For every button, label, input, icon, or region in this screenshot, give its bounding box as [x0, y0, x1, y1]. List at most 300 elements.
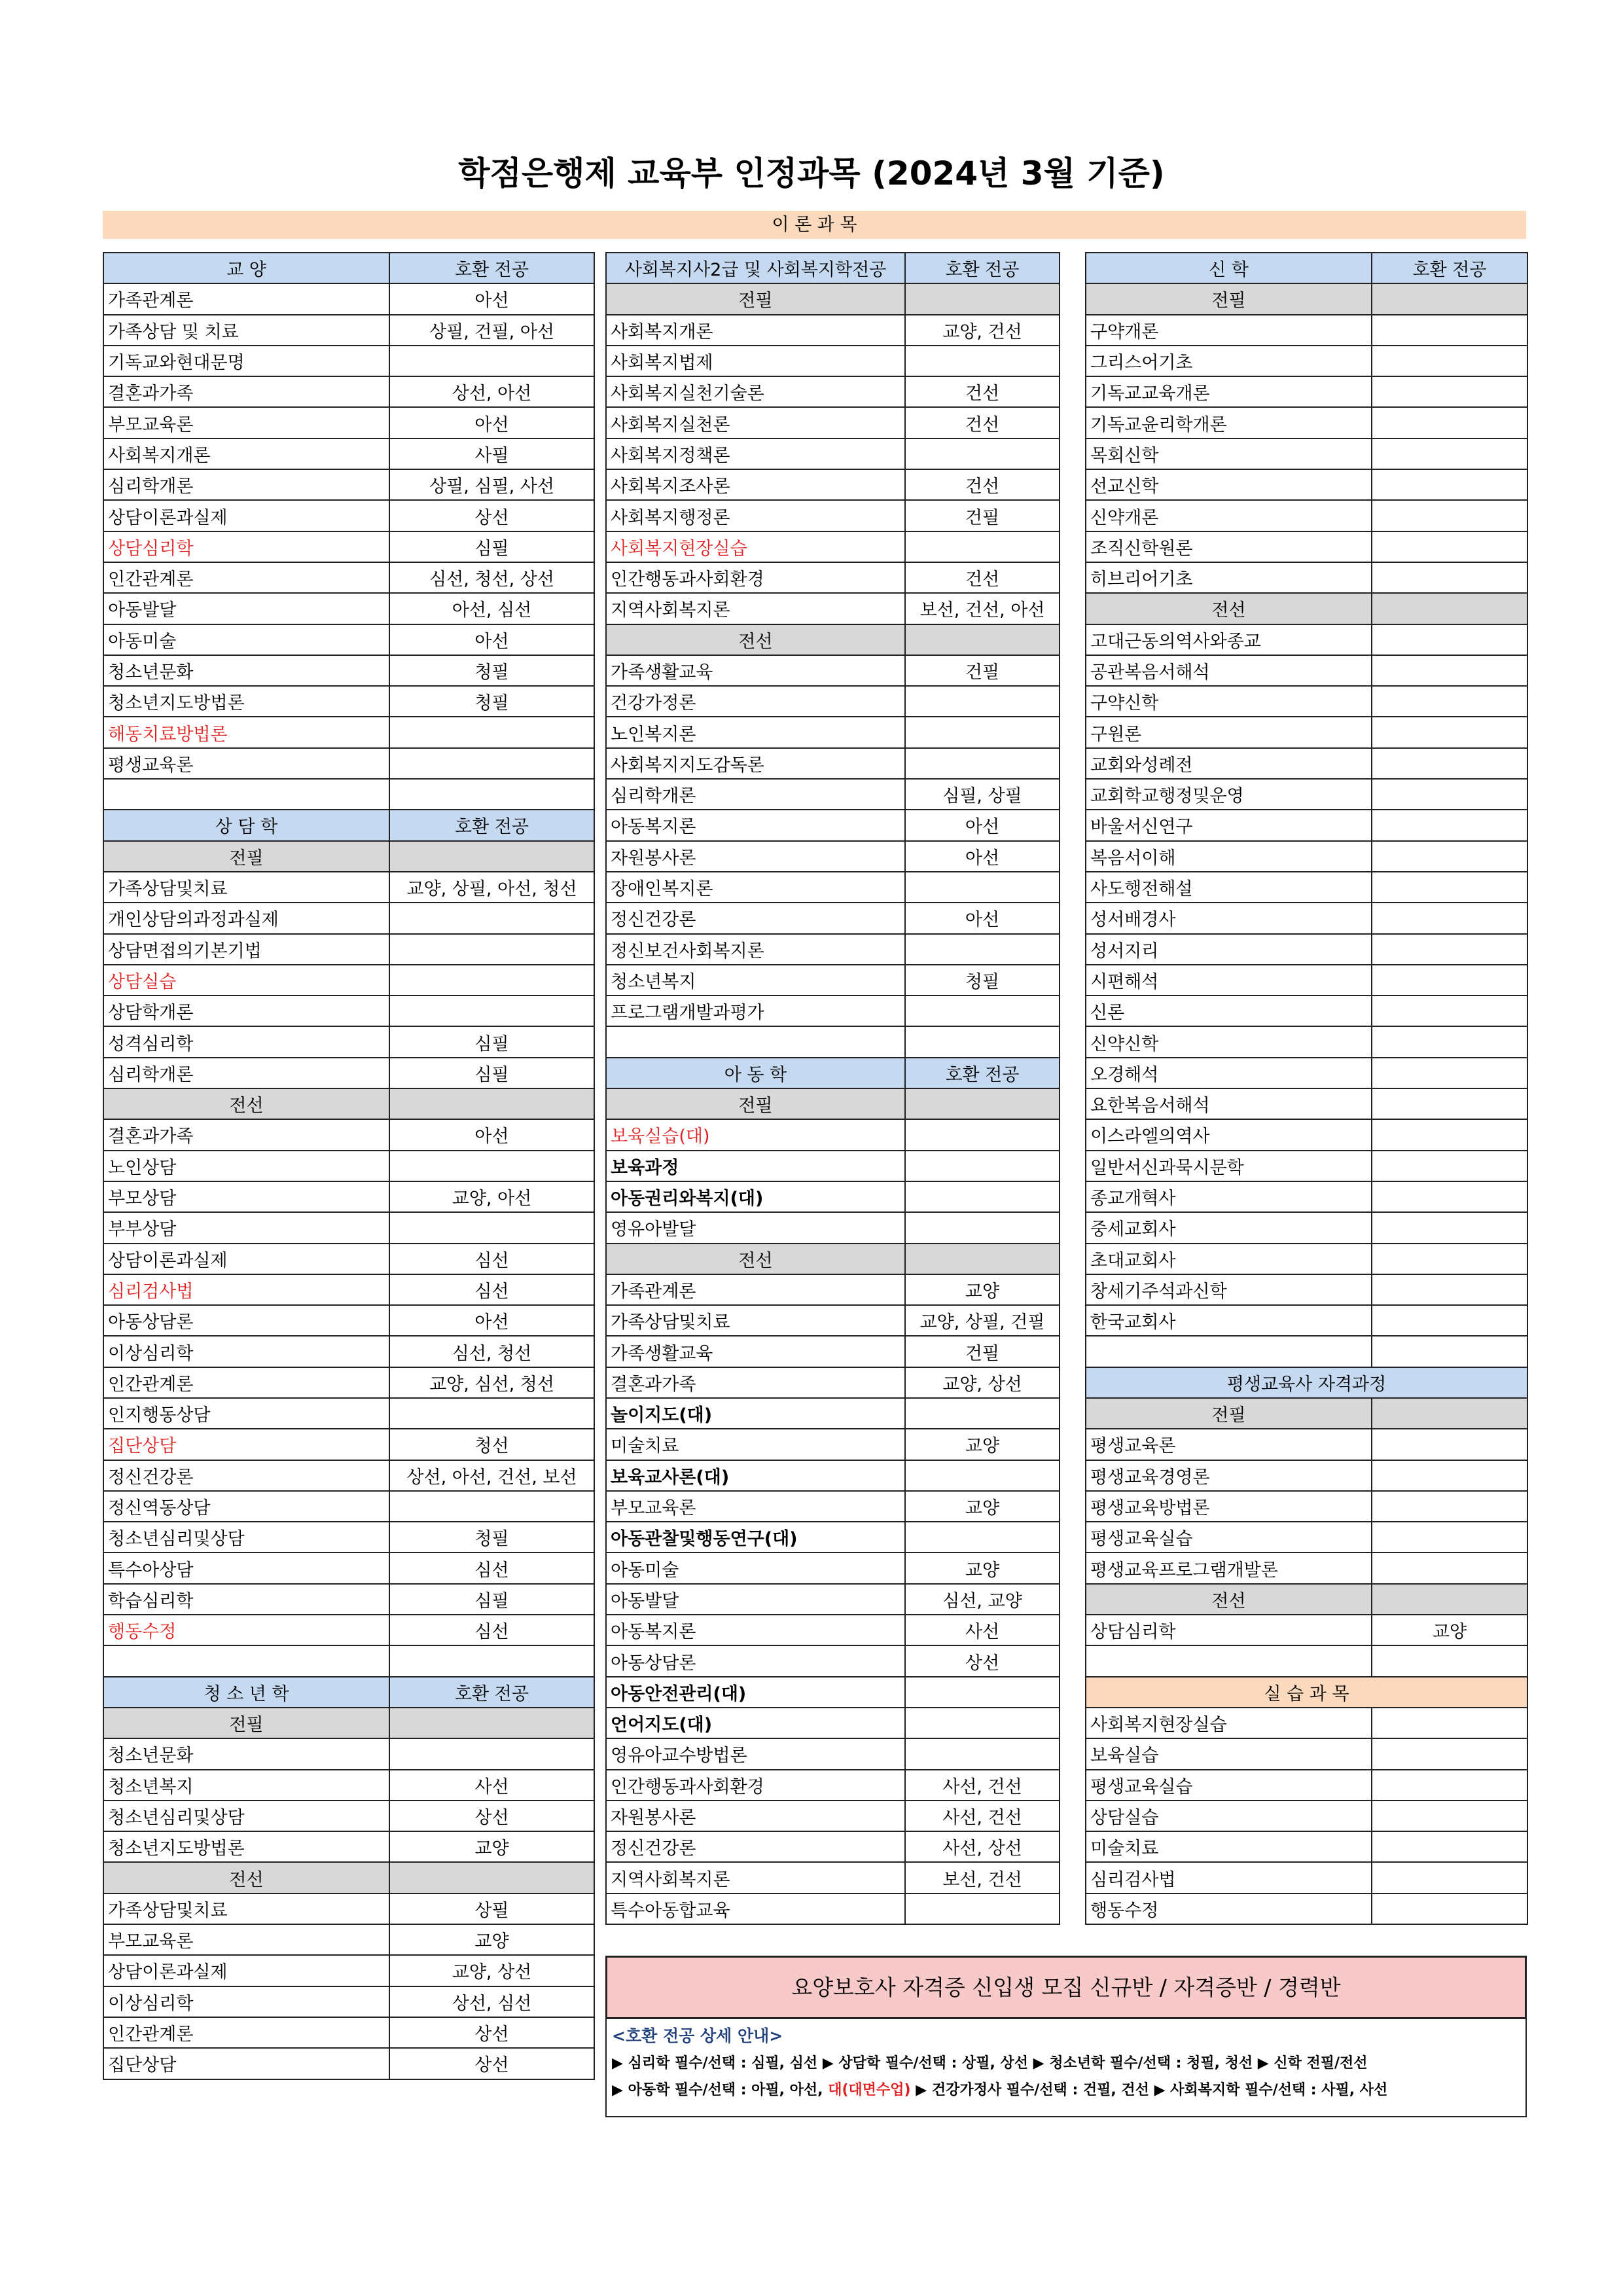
swap-major: 심선, 교양 — [905, 1584, 1060, 1615]
course-name: 미술치료 — [1086, 1831, 1372, 1862]
swap-major: 상선, 아선, 건선, 보선 — [389, 1460, 594, 1491]
swap-major: 상선 — [389, 1801, 594, 1831]
course-name: 사회복지실천기술론 — [606, 376, 905, 407]
swap-major — [905, 531, 1060, 562]
course-name: 청소년심리및상담 — [103, 1801, 389, 1831]
swap-major: 심필, 상필 — [905, 779, 1060, 810]
table-row — [1086, 1862, 1527, 1893]
course-name: 언어지도(대) — [606, 1708, 905, 1738]
swap-major — [1372, 1244, 1527, 1274]
table-row — [1086, 1088, 1527, 1119]
table-row — [103, 1801, 594, 1831]
course-name: 가족상담 및 치료 — [103, 315, 389, 346]
course-name: 심리검사법 — [1086, 1862, 1372, 1893]
table-row — [1086, 1801, 1527, 1831]
course-name: 심리검사법 — [103, 1274, 389, 1305]
table-row — [606, 1522, 1060, 1552]
course-name: 청소년문화 — [103, 1738, 389, 1769]
counseling-elective — [103, 1088, 594, 1119]
swap-major — [1372, 562, 1527, 593]
course-name — [103, 1645, 389, 1676]
course-name: 보육실습 — [1086, 1738, 1372, 1769]
course-name: 상담학개론 — [103, 996, 389, 1026]
swap-major: 상선, 아선 — [389, 376, 594, 407]
swap-major — [1372, 1181, 1527, 1212]
swap-major — [905, 1026, 1060, 1057]
swap-major: 아선 — [389, 283, 594, 314]
course-name: 그리스어기초 — [1086, 346, 1372, 376]
swap-major: 심필 — [389, 531, 594, 562]
course-name: 일반서신과묵시문학 — [1086, 1151, 1372, 1181]
course-name: 노인상담 — [103, 1151, 389, 1181]
swap-major: 호환 전공 — [905, 253, 1060, 283]
swap-major — [1372, 1552, 1527, 1583]
swap-major — [905, 1244, 1060, 1274]
swap-major: 교양, 상필, 건필 — [905, 1305, 1060, 1336]
lifelong-required — [1086, 1398, 1527, 1429]
swap-major: 청필 — [389, 655, 594, 686]
course-name: 심리학개론 — [103, 1058, 389, 1088]
table-row — [606, 407, 1060, 438]
course-name: 결혼과가족 — [103, 1119, 389, 1150]
course-name: 청소년지도방법론 — [103, 1831, 389, 1862]
table-row — [606, 469, 1060, 500]
course-name: 아 동 학 — [606, 1058, 905, 1088]
swap-major: 교양 — [389, 1924, 594, 1955]
swap-major — [905, 1119, 1060, 1150]
swap-major: 건선 — [905, 469, 1060, 500]
table-row — [103, 1584, 594, 1615]
swap-major — [905, 1398, 1060, 1429]
table-row — [606, 872, 1060, 903]
table-row — [103, 1770, 594, 1801]
swap-major — [1372, 1460, 1527, 1491]
notes-line-2-a: ▶ 아동학 필수/선택 : 아필, 아선, — [612, 2082, 829, 2098]
lifelong-header — [1086, 1367, 1527, 1398]
course-name: 부모상담 — [103, 1181, 389, 1212]
table-row — [103, 1429, 594, 1460]
table-row — [1086, 531, 1527, 562]
course-name: 정신보건사회복지론 — [606, 934, 905, 965]
course-name: 정신건강론 — [606, 903, 905, 933]
course-name: 정신건강론 — [103, 1460, 389, 1491]
theology-required — [1086, 283, 1527, 314]
swap-major — [389, 1491, 594, 1522]
swap-major — [905, 1708, 1060, 1738]
swap-major — [389, 1151, 594, 1181]
course-name: 평생교육프로그램개발론 — [1086, 1552, 1372, 1583]
table-row — [103, 407, 594, 438]
caregiver-banner: 요양보호사 자격증 신입생 모집 신규반 / 자격증반 / 경력반 — [605, 1956, 1527, 2019]
swap-major — [905, 346, 1060, 376]
swap-major: 교양, 아선 — [389, 1181, 594, 1212]
swap-major — [905, 1738, 1060, 1769]
swap-major — [905, 1088, 1060, 1119]
course-name: 프로그램개발과평가 — [606, 996, 905, 1026]
swap-major: 심필 — [389, 1026, 594, 1057]
swap-major — [389, 717, 594, 747]
swap-major: 심필 — [389, 1584, 594, 1615]
table-row — [606, 1212, 1060, 1243]
table-row — [103, 903, 594, 933]
course-name: 부모교육론 — [103, 407, 389, 438]
course-name: 이상심리학 — [103, 1336, 389, 1367]
table-row — [1086, 376, 1527, 407]
swap-major: 청필 — [905, 965, 1060, 996]
table-row — [1086, 500, 1527, 531]
swap-major: 건선 — [905, 562, 1060, 593]
practice-header-cell: 실 습 과 목 — [1086, 1677, 1527, 1708]
course-name: 창세기주석과신학 — [1086, 1274, 1372, 1305]
course-name: 자원봉사론 — [606, 841, 905, 872]
table-row — [606, 686, 1060, 717]
table-row — [103, 562, 594, 593]
lifelong-elective — [1086, 1584, 1527, 1615]
table-row — [103, 1336, 594, 1367]
course-name: 상담면접의기본기법 — [103, 934, 389, 965]
course-name: 집단상담 — [103, 1429, 389, 1460]
table-row — [606, 500, 1060, 531]
swap-major — [389, 1645, 594, 1676]
swap-major — [1372, 469, 1527, 500]
course-name — [606, 1026, 905, 1057]
table-row — [103, 1831, 594, 1862]
table-row — [103, 1522, 594, 1552]
course-name: 평생교육실습 — [1086, 1522, 1372, 1552]
course-name: 상담심리학 — [1086, 1615, 1372, 1645]
table-row — [103, 996, 594, 1026]
course-name: 공관복음서해석 — [1086, 655, 1372, 686]
swap-major: 아선 — [389, 624, 594, 655]
table-row — [606, 1677, 1060, 1708]
course-name: 부모교육론 — [103, 1924, 389, 1955]
course-name: 바울서신연구 — [1086, 810, 1372, 840]
table-row — [103, 376, 594, 407]
swap-major — [905, 1212, 1060, 1243]
course-name: 가족생활교육 — [606, 655, 905, 686]
table-row — [103, 2017, 594, 2048]
swap-major: 교양, 상필, 아선, 청선 — [389, 872, 594, 903]
swap-major — [1372, 346, 1527, 376]
course-name: 구약신학 — [1086, 686, 1372, 717]
table-row — [606, 965, 1060, 996]
course-name: 전필 — [103, 1708, 389, 1738]
swap-major — [1372, 1893, 1527, 1924]
table-row — [103, 469, 594, 500]
table-row — [606, 810, 1060, 840]
table-row — [103, 315, 594, 346]
table-row — [103, 1398, 594, 1429]
swap-major: 교양 — [905, 1552, 1060, 1583]
swap-major — [905, 717, 1060, 747]
course-name: 집단상담 — [103, 2048, 389, 2079]
course-name: 특수아상담 — [103, 1552, 389, 1583]
course-name: 아동복지론 — [606, 1615, 905, 1645]
course-name: 전선 — [1086, 1584, 1372, 1615]
swap-major: 상선 — [389, 2048, 594, 2079]
course-name: 사회복지현장실습 — [1086, 1708, 1372, 1738]
course-name: 아동복지론 — [606, 810, 905, 840]
swap-major — [905, 996, 1060, 1026]
swap-major: 호환 전공 — [389, 1677, 594, 1708]
swap-major — [1372, 1738, 1527, 1769]
course-name: 행동수정 — [1086, 1893, 1372, 1924]
course-name: 보육교사론(대) — [606, 1460, 905, 1491]
table-row — [1086, 1305, 1527, 1336]
table-row — [103, 531, 594, 562]
table-row — [606, 748, 1060, 779]
table-row — [606, 346, 1060, 376]
table-row — [606, 1645, 1060, 1676]
course-name: 부모교육론 — [606, 1491, 905, 1522]
swap-major — [905, 1151, 1060, 1181]
course-name: 결혼과가족 — [103, 376, 389, 407]
course-name: 목회신학 — [1086, 439, 1372, 469]
table-row — [103, 1893, 594, 1924]
swap-major: 건필 — [905, 1336, 1060, 1367]
course-name: 노인복지론 — [606, 717, 905, 747]
course-name: 성격심리학 — [103, 1026, 389, 1057]
swap-major: 심선 — [389, 1274, 594, 1305]
course-name: 전필 — [606, 283, 905, 314]
swap-major — [1372, 810, 1527, 840]
course-name: 전선 — [103, 1088, 389, 1119]
swap-major — [905, 624, 1060, 655]
table-row — [606, 717, 1060, 747]
course-name: 구약개론 — [1086, 315, 1372, 346]
swap-major — [389, 1708, 594, 1738]
table-row — [1086, 1615, 1527, 1645]
table-row — [1086, 1181, 1527, 1212]
swap-major — [1372, 965, 1527, 996]
swap-major: 건선 — [905, 376, 1060, 407]
course-name: 사회복지사2급 및 사회복지학전공 — [606, 253, 905, 283]
course-name: 요한복음서해석 — [1086, 1088, 1372, 1119]
course-name: 아동미술 — [606, 1552, 905, 1583]
course-name: 가족상담및치료 — [103, 872, 389, 903]
theology-elective — [1086, 593, 1527, 624]
counseling-required — [103, 841, 594, 872]
swap-major — [1372, 686, 1527, 717]
table-row — [103, 283, 594, 314]
table-row — [1086, 624, 1527, 655]
swap-major — [905, 748, 1060, 779]
swap-major — [389, 841, 594, 872]
course-name: 이상심리학 — [103, 1986, 389, 2017]
course-name: 자원봉사론 — [606, 1801, 905, 1831]
course-name: 구원론 — [1086, 717, 1372, 747]
table-row — [606, 562, 1060, 593]
welfare-header — [606, 253, 1060, 283]
table-row — [103, 439, 594, 469]
swap-major — [389, 779, 594, 810]
table-row — [103, 872, 594, 903]
swap-major — [1372, 1770, 1527, 1801]
course-name: 미술치료 — [606, 1429, 905, 1460]
course-name: 결혼과가족 — [606, 1367, 905, 1398]
theory-band: 이 론 과 목 — [103, 211, 1526, 239]
table-row — [606, 1429, 1060, 1460]
table-row — [1086, 748, 1527, 779]
swap-major: 심선 — [389, 1244, 594, 1274]
swap-major: 청필 — [389, 1522, 594, 1552]
column-3-table — [1085, 252, 1528, 1925]
table-row — [1086, 1460, 1527, 1491]
table-row — [103, 1181, 594, 1212]
swap-major: 심필 — [389, 1058, 594, 1088]
swap-major — [1372, 779, 1527, 810]
course-name: 상담이론과실제 — [103, 500, 389, 531]
swap-major: 보선, 건선 — [905, 1862, 1060, 1893]
course-name: 인간관계론 — [103, 562, 389, 593]
notes-line-2-b: ▶ 건강가정사 필수/선택 : 건필, 건선 ▶ 사회복지학 필수/선택 : 사필, 사선 — [910, 2082, 1388, 2098]
swap-major: 사선, 건선 — [905, 1801, 1060, 1831]
course-name: 심리학개론 — [606, 779, 905, 810]
swap-major — [389, 1398, 594, 1429]
table-row — [606, 1738, 1060, 1769]
swap-major: 심선, 청선, 상선 — [389, 562, 594, 593]
swap-major — [1372, 315, 1527, 346]
lifelong-header-cell: 평생교육사 자격과정 — [1086, 1367, 1527, 1398]
table-row — [1086, 1026, 1527, 1057]
table-row — [103, 1367, 594, 1398]
table-row — [606, 1708, 1060, 1738]
course-name: 교회와성례전 — [1086, 748, 1372, 779]
swap-major — [1372, 934, 1527, 965]
swap-major: 교양 — [1372, 1615, 1527, 1645]
swap-major — [1372, 1088, 1527, 1119]
youth-required — [103, 1708, 594, 1738]
table-row — [606, 1119, 1060, 1150]
swap-major: 호환 전공 — [1372, 253, 1527, 283]
table-row — [103, 1119, 594, 1150]
table-row — [606, 1893, 1060, 1924]
swap-major: 아선 — [389, 1119, 594, 1150]
course-name: 초대교회사 — [1086, 1244, 1372, 1274]
table-row — [1086, 1491, 1527, 1522]
swap-major — [1372, 841, 1527, 872]
course-name: 기독교교육개론 — [1086, 376, 1372, 407]
course-name: 부부상담 — [103, 1212, 389, 1243]
swap-major: 교양 — [905, 1491, 1060, 1522]
table-row — [103, 1058, 594, 1088]
course-name: 아동미술 — [103, 624, 389, 655]
course-name: 사회복지법제 — [606, 346, 905, 376]
course-name: 오경해석 — [1086, 1058, 1372, 1088]
table-row — [1086, 1552, 1527, 1583]
course-name — [103, 779, 389, 810]
course-name: 사회복지정책론 — [606, 439, 905, 469]
table-row — [606, 1801, 1060, 1831]
course-name: 가족상담및치료 — [606, 1305, 905, 1336]
course-name: 청소년지도방법론 — [103, 686, 389, 717]
swap-major — [389, 1738, 594, 1769]
table-row — [1086, 1738, 1527, 1769]
course-name: 청소년복지 — [606, 965, 905, 996]
swap-major — [905, 1677, 1060, 1708]
swap-major — [389, 996, 594, 1026]
notes-title: <호환 전공 상세 안내> — [612, 2026, 783, 2045]
table-row — [606, 779, 1060, 810]
course-name: 지역사회복지론 — [606, 1862, 905, 1893]
swap-major — [905, 686, 1060, 717]
notes-line-1: ▶ 심리학 필수/선택 : 심필, 심선 ▶ 상담학 필수/선택 : 상필, 상선 ▶ 청소년학 필수/선택 : 청필, 청선 ▶ 신학 전필/전선 — [612, 2055, 1368, 2072]
column-1-table — [103, 252, 595, 2080]
swap-major: 아선 — [905, 841, 1060, 872]
course-name: 인간관계론 — [103, 2017, 389, 2048]
swap-major: 청선 — [389, 1429, 594, 1460]
table-row — [103, 1274, 594, 1305]
swap-major — [905, 934, 1060, 965]
swap-major — [1372, 1398, 1527, 1429]
swap-major: 사필 — [389, 439, 594, 469]
swap-major: 호환 전공 — [389, 810, 594, 840]
swap-major — [905, 283, 1060, 314]
swap-major — [1372, 439, 1527, 469]
course-name: 행동수정 — [103, 1615, 389, 1645]
swap-major — [1372, 1119, 1527, 1150]
swap-major: 아선, 심선 — [389, 593, 594, 624]
swap-major: 상선 — [905, 1645, 1060, 1676]
table-row — [1086, 779, 1527, 810]
swap-major: 아선 — [905, 903, 1060, 933]
swap-major: 심선, 청선 — [389, 1336, 594, 1367]
swap-major: 상선 — [389, 2017, 594, 2048]
table-row — [606, 1151, 1060, 1181]
course-name: 정신역동상담 — [103, 1491, 389, 1522]
course-name: 상담실습 — [1086, 1801, 1372, 1831]
table-row — [606, 1552, 1060, 1583]
table-row — [1086, 1708, 1527, 1738]
table-row — [606, 1181, 1060, 1212]
welfare-elective — [606, 624, 1060, 655]
table-row — [1086, 439, 1527, 469]
table-row — [103, 1491, 594, 1522]
course-name: 사회복지개론 — [606, 315, 905, 346]
course-name: 복음서이해 — [1086, 841, 1372, 872]
swap-major: 교양 — [905, 1429, 1060, 1460]
table-row — [1086, 562, 1527, 593]
swap-major: 보선, 건선, 아선 — [905, 593, 1060, 624]
welfare-required — [606, 283, 1060, 314]
table-row — [103, 965, 594, 996]
swap-major — [389, 1088, 594, 1119]
swap-major: 사선 — [389, 1770, 594, 1801]
course-name: 청소년복지 — [103, 1770, 389, 1801]
course-name: 기독교윤리학개론 — [1086, 407, 1372, 438]
swap-major: 사선 — [905, 1615, 1060, 1645]
column-2-table — [605, 252, 1060, 1925]
table-row — [1086, 1058, 1527, 1088]
table-row — [606, 1336, 1060, 1367]
notes-line-2 — [612, 2079, 1520, 2099]
course-name: 영유아교수방법론 — [606, 1738, 905, 1769]
swap-major: 교양, 상선 — [905, 1367, 1060, 1398]
swap-major — [1372, 376, 1527, 407]
swap-major: 사선, 건선 — [905, 1770, 1060, 1801]
course-name: 지역사회복지론 — [606, 593, 905, 624]
swap-major: 건필 — [905, 655, 1060, 686]
table-row — [103, 1924, 594, 1955]
table-row — [1086, 315, 1527, 346]
swap-major: 사선, 상선 — [905, 1831, 1060, 1862]
table-row — [606, 376, 1060, 407]
swap-major: 교양, 심선, 청선 — [389, 1367, 594, 1398]
table-row — [103, 1955, 594, 1986]
course-name: 영유아발달 — [606, 1212, 905, 1243]
swap-major: 청필 — [389, 686, 594, 717]
table-row — [1086, 1274, 1527, 1305]
